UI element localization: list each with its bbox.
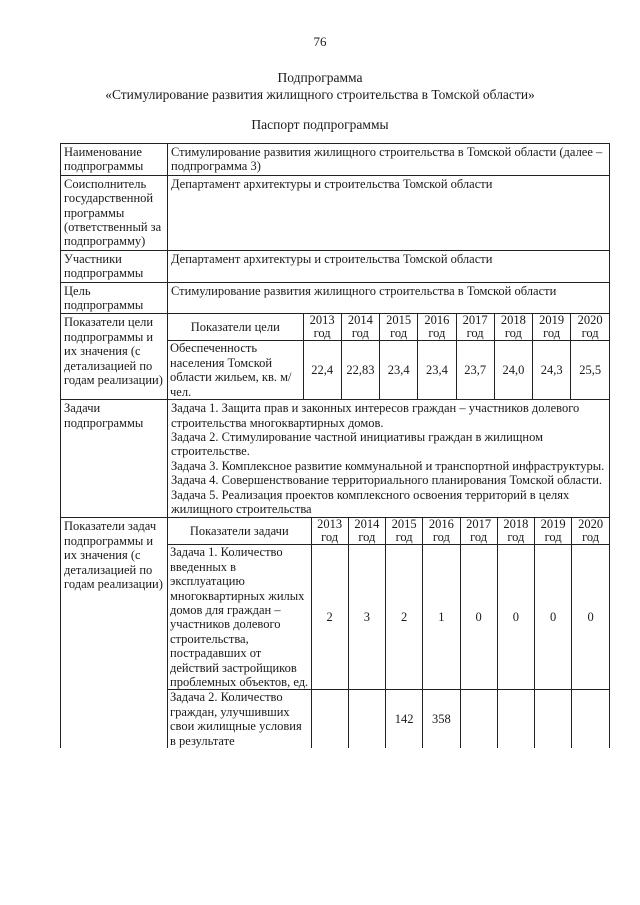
row-goal xyxy=(61,282,610,314)
goal-year-2020: 2020 год xyxy=(571,314,609,341)
subprogram-heading: Подпрограмма xyxy=(277,70,363,85)
goal-value-2017: 23,7 xyxy=(456,341,494,399)
task2-value-2014 xyxy=(348,690,385,748)
task-year-2017: 2017 год xyxy=(460,518,497,545)
goal-indicator-name: Обеспеченность населения Томской области жильем, кв. м/чел. xyxy=(168,341,303,399)
task2-value-2015: 142 xyxy=(386,690,423,748)
task1-value-2018: 0 xyxy=(497,545,534,690)
goal-indicator-row xyxy=(168,341,609,399)
task-year-2018: 2018 год xyxy=(497,518,534,545)
goal-value-2015: 23,4 xyxy=(380,341,418,399)
page-number: 76 xyxy=(313,34,327,49)
task2-value-2017 xyxy=(460,690,497,748)
goal-year-2017: 2017 год xyxy=(456,314,494,341)
name-value: Стимулирование развития жилищного строительства в Томской области (далее – подпрограмма 3) xyxy=(168,144,610,176)
goal-indicators-table xyxy=(168,314,609,399)
goal-value-2020: 25,5 xyxy=(571,341,609,399)
goal-indicators-header xyxy=(168,314,609,341)
tasks-label: Задачи подпрограммы xyxy=(61,400,168,518)
row-coexecutor xyxy=(61,175,610,250)
task-item: Задача 1. Защита прав и законных интересов граждан – участников долевого строительства многоквартирных домов. xyxy=(171,401,580,430)
task1-value-2016: 1 xyxy=(423,545,460,690)
goal-year-2016: 2016 год xyxy=(418,314,456,341)
task-item: Задача 2. Стимулирование частной инициативы граждан в жилищном строительстве. xyxy=(171,429,544,459)
row-goal-indicators xyxy=(61,314,610,400)
task-year-2013: 2013 год xyxy=(311,518,348,545)
passport-heading: Паспорт подпрограммы xyxy=(251,117,389,132)
task-indicator-row xyxy=(168,690,609,748)
task-item: Задача 3. Комплексное развитие коммунальной и транспортной инфраструктуры. xyxy=(171,458,605,473)
task2-value-2013 xyxy=(311,690,348,748)
row-participants xyxy=(61,250,610,282)
task-indicator-row xyxy=(168,545,609,690)
row-name xyxy=(61,144,610,176)
task-item: Задача 4. Совершенствование территориального планирования Томской области. xyxy=(171,473,603,488)
task-year-2015: 2015 год xyxy=(386,518,423,545)
name-label: Наименование подпрограммы xyxy=(61,144,168,176)
task2-value-2016: 358 xyxy=(423,690,460,748)
task-year-2014: 2014 год xyxy=(348,518,385,545)
task-indicators-label: Показатели задач подпрограммы и их значения (с детализацией по годам реализации) xyxy=(61,518,168,748)
task-indicators-header-name: Показатели задачи xyxy=(168,518,311,545)
task-indicator-name: Задача 1. Количество введенных в эксплуатацию многоквартирных жилых домов для граждан – участников долевого строительства, пострадавших от действий застройщиков проблемных объектов, ед. xyxy=(168,545,311,690)
goal-value-2019: 24,3 xyxy=(533,341,571,399)
tasks-list xyxy=(168,400,610,518)
participants-value: Департамент архитектуры и строительства Томской области xyxy=(168,250,610,282)
task-year-2019: 2019 год xyxy=(535,518,572,545)
participants-label: Участники подпрограммы xyxy=(61,250,168,282)
goal-value-2014: 22,83 xyxy=(341,341,379,399)
task-year-2020: 2020 год xyxy=(572,518,609,545)
goal-year-2014: 2014 год xyxy=(341,314,379,341)
task-indicators-table xyxy=(168,518,609,748)
goal-indicators-label: Показатели цели подпрограммы и их значения (с детализацией по годам реализации) xyxy=(61,314,168,400)
goal-value-2016: 23,4 xyxy=(418,341,456,399)
task-year-2016: 2016 год xyxy=(423,518,460,545)
task1-value-2013: 2 xyxy=(311,545,348,690)
subprogram-title: «Стимулирование развития жилищного строительства в Томской области» xyxy=(105,87,535,102)
task1-value-2019: 0 xyxy=(535,545,572,690)
task-item: Задача 5. Реализация проектов комплексного освоения территорий в целях жилищного строительства xyxy=(171,487,570,516)
passport-table xyxy=(60,143,610,748)
task1-value-2015: 2 xyxy=(386,545,423,690)
row-task-indicators xyxy=(61,518,610,748)
task2-value-2019 xyxy=(535,690,572,748)
goal-value-2018: 24,0 xyxy=(494,341,532,399)
goal-year-2013: 2013 год xyxy=(303,314,341,341)
goal-value-2013: 22,4 xyxy=(303,341,341,399)
goal-year-2015: 2015 год xyxy=(380,314,418,341)
task1-value-2020: 0 xyxy=(572,545,609,690)
task1-value-2014: 3 xyxy=(348,545,385,690)
goal-year-2019: 2019 год xyxy=(533,314,571,341)
task1-value-2017: 0 xyxy=(460,545,497,690)
task-indicator-name: Задача 2. Количество граждан, улучшивших свои жилищные условия в результате xyxy=(168,690,311,748)
coexecutor-value: Департамент архитектуры и строительства Томской области xyxy=(168,175,610,250)
row-tasks xyxy=(61,400,610,518)
goal-indicators-header-name: Показатели цели xyxy=(168,314,303,341)
goal-year-2018: 2018 год xyxy=(494,314,532,341)
coexecutor-label: Соисполнитель государственной программы (ответственный за подпрограмму) xyxy=(61,175,168,250)
task-indicators-header xyxy=(168,518,609,545)
task2-value-2018 xyxy=(497,690,534,748)
goal-label: Цель подпрограммы xyxy=(61,282,168,314)
task2-value-2020 xyxy=(572,690,609,748)
goal-value: Стимулирование развития жилищного строительства в Томской области xyxy=(168,282,610,314)
